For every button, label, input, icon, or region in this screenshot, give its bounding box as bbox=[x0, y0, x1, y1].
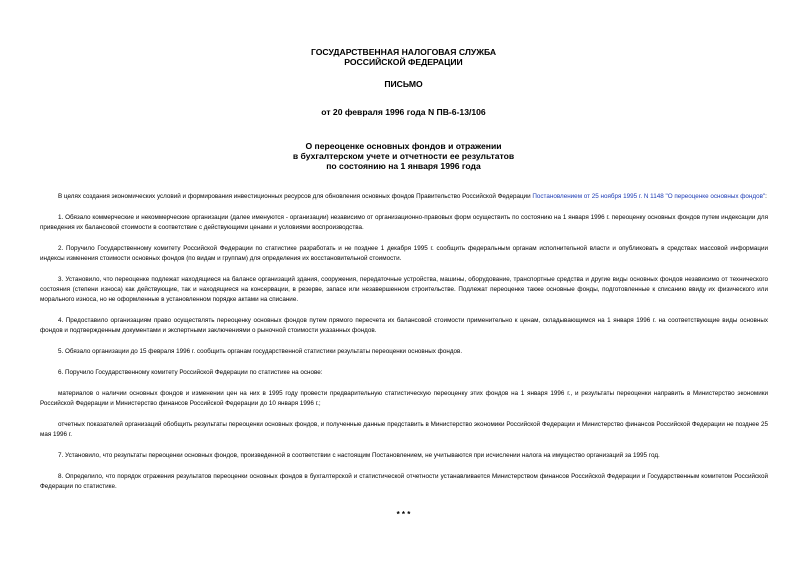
intro-text: В целях создания экономических условий и формирования инвестиционных ресурсов для обновления основных фондов Правительство Российской Федерации bbox=[58, 193, 533, 200]
paragraph-6: 6. Поручило Государственному комитету Российской Федерации по статистике на основе: bbox=[58, 369, 323, 376]
document-type bbox=[0, 79, 807, 89]
paragraph-3: 3. Установило, что переоценке подлежат находящиеся на балансе организаций здания, сооружения, передаточные устройства, машины, оборудование, транспортные средства и другие виды основных фондов независимо от технического состояния (степени износа) как действующие, так и находящиеся на консервации, в резерве, запасе или незавершенном строительстве. Подлежат переоценке также основные фонды, подготовленные к списанию ввиду их физического или морального износа, но не оформленные в установленном порядке актами на списание. bbox=[40, 276, 768, 303]
org-line-2: РОССИЙСКОЙ ФЕДЕРАЦИИ bbox=[344, 57, 463, 67]
doc-type-label: ПИСЬМО bbox=[384, 79, 423, 89]
document-date-number bbox=[0, 107, 807, 117]
document-title bbox=[0, 141, 807, 171]
issuing-organization bbox=[0, 47, 807, 67]
intro-end: : bbox=[765, 193, 767, 200]
paragraph-5: 5. Обязало организации до 15 февраля 1996 г. сообщить органам государственной статистики результаты переоценки основных фондов. bbox=[58, 348, 463, 355]
paragraph-1: 1. Обязало коммерческие и некоммерческие организации (далее именуются - организации) независимо от организационно-правовых форм осуществить по состоянию на 1 января 1996 г. переоценку основных фондов путем индексации для приведения их балансовой стоимости в соответствие с действующими ценами и условиями воспроизводства. bbox=[40, 214, 768, 231]
paragraph-7: 7. Установило, что результаты переоценки основных фондов, произведенной в соответствии с настоящим Постановлением, не учитываются при исчислении налога на имущество организаций за 1995 год. bbox=[58, 452, 660, 459]
document-body bbox=[40, 192, 768, 503]
resolution-link[interactable]: Постановлением от 25 ноября 1995 г. N 1148 "О переоценке основных фондов" bbox=[532, 193, 766, 200]
title-line-2: в бухгалтерском учете и отчетности ее результатов bbox=[292, 151, 515, 161]
paragraph-2: 2. Поручило Государственному комитету Российской Федерации по статистике разработать и не позднее 1 декабря 1995 г. сообщить федеральным органам исполнительной власти и опубликовать в средствах массовой информации индексы изменения стоимости основных фондов (по видам и группам) для определения их восстановительной стоимости. bbox=[40, 245, 768, 262]
section-separator: * * * bbox=[396, 510, 411, 519]
intro-paragraph bbox=[40, 192, 768, 202]
paragraph-4: 4. Предоставило организациям право осуществлять переоценку основных фондов путем прямого пересчета их балансовой стоимости применительно к ценам, складывающимся на 1 января 1996 г. на соответствующие виды основных фондов и подтвержденным документами и экспертными заключениями о рыночной стоимости указанных фондов. bbox=[40, 317, 768, 334]
title-line-1: О переоценке основных фондов и отражении bbox=[305, 141, 502, 151]
org-line-1: ГОСУДАРСТВЕННАЯ НАЛОГОВАЯ СЛУЖБА bbox=[310, 47, 497, 57]
date-number-label: от 20 февраля 1996 года N ПВ-6-13/106 bbox=[321, 107, 486, 117]
paragraph-6a: материалов о наличии основных фондов и изменении цен на них в 1995 году провести предварительную статистическую переоценку этих фондов на 1 января 1996 г., и результаты переоценки направить в Министерство экономики Российской Федерации и Министерство финансов Российской Федерации до 10 января 1996 г.; bbox=[40, 390, 768, 407]
paragraph-8: 8. Определило, что порядок отражения результатов переоценки основных фондов в бухгалтерской и статистической отчетности устанавливается Министерством финансов Российской Федерации и Государственным комитетом Российской Федерации по статистике. bbox=[40, 473, 768, 490]
paragraph-6b: отчетных показателей организаций обобщить результаты переоценки основных фондов, и полученные данные представить в Министерство экономики Российской Федерации и Министерство финансов Российской Федерации не позднее 25 мая 1996 г. bbox=[40, 421, 768, 438]
title-line-3: по состоянию на 1 января 1996 года bbox=[326, 161, 481, 171]
